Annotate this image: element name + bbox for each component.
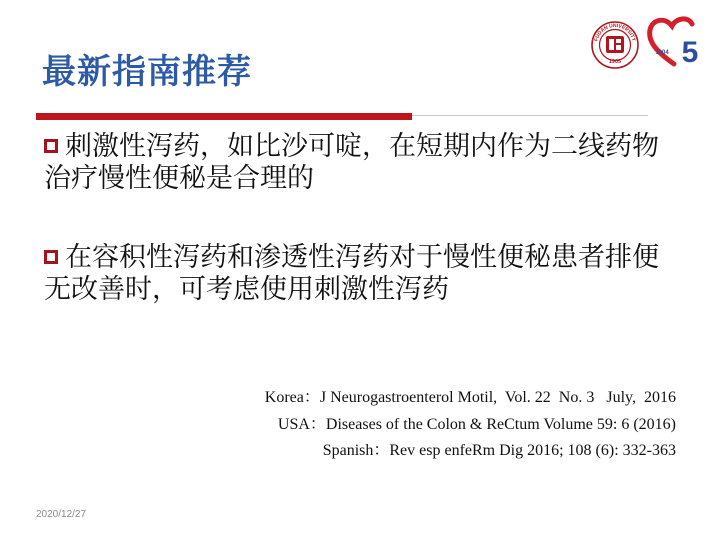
reference-line: Korea：J Neurogastroenterol Motil, Vol. 22 No. 3 July, 2016 bbox=[264, 389, 676, 406]
title-underline-thin bbox=[412, 115, 648, 116]
bullet-text: 刺激性泻药，如比沙可啶，在短期内作为二线药物治疗慢性便秘是合理的 bbox=[44, 131, 659, 194]
fudan-university-logo-icon bbox=[590, 20, 640, 70]
svg-text:5: 5 bbox=[681, 36, 699, 69]
references bbox=[265, 385, 676, 465]
square-bullet-icon bbox=[44, 139, 58, 153]
bullet-text: 在容积性泻药和渗透性泻药对于慢性便秘患者排便无改善时，可考虑使用刺激性泻药 bbox=[44, 242, 659, 305]
bullet-item bbox=[44, 131, 674, 195]
square-bullet-icon bbox=[44, 250, 58, 264]
bullet-item bbox=[44, 242, 674, 306]
slide-date: 2020/12/27 bbox=[36, 509, 87, 520]
reference-line: Spanish：Rev esp enfeRm Dig 2016; 108 (6): 332-363 bbox=[322, 442, 676, 459]
reference-line: USA：Diseases of the Colon & ReCtum Volume 59: 6 (2016) bbox=[277, 415, 676, 433]
title-underline-accent bbox=[36, 113, 412, 120]
svg-text:FUDAN UNIVERSITY: FUDAN UNIVERSITY bbox=[593, 22, 637, 43]
svg-text:1904: 1904 bbox=[655, 50, 669, 56]
hospital-logo-icon bbox=[646, 14, 706, 70]
slide-title: 最新指南推荐 bbox=[42, 52, 252, 92]
svg-text:1905: 1905 bbox=[608, 59, 622, 65]
